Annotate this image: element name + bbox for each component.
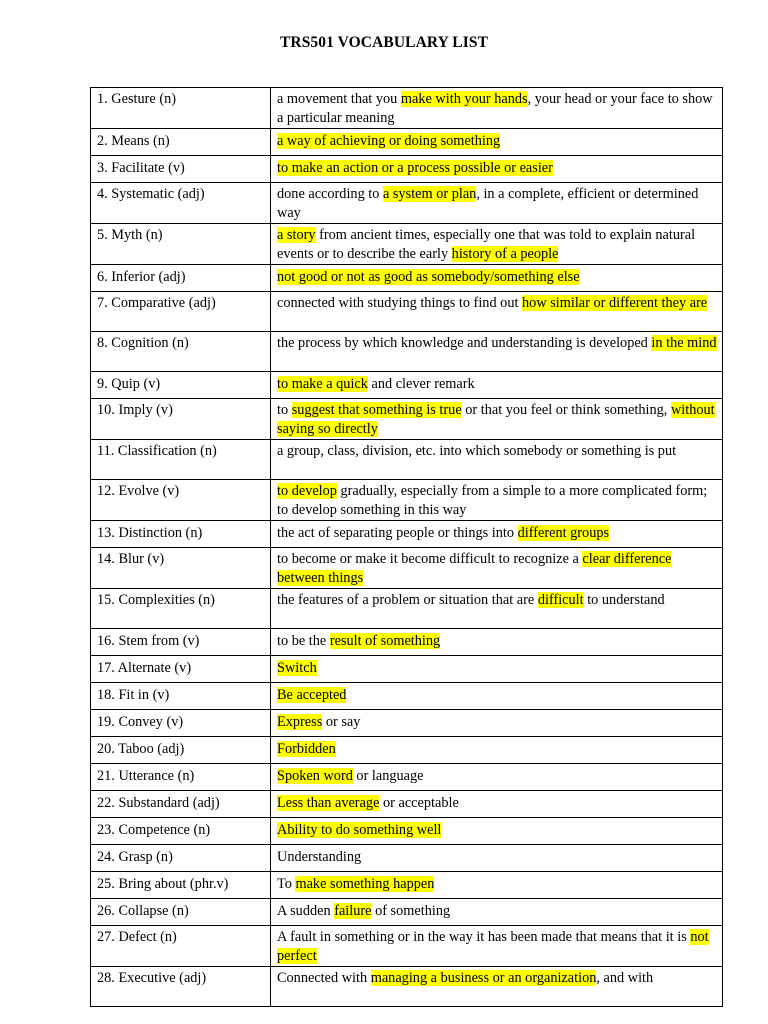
vocab-definition bbox=[271, 372, 723, 399]
definition-text: the act of separating people or things into bbox=[277, 525, 518, 541]
vocab-row bbox=[91, 683, 723, 710]
definition-text: or that you feel or think something, bbox=[461, 402, 671, 418]
definition-text: a movement that you bbox=[277, 91, 401, 107]
vocab-definition bbox=[271, 224, 723, 265]
vocab-row bbox=[91, 791, 723, 818]
vocabulary-table bbox=[90, 87, 723, 1007]
vocab-row bbox=[91, 818, 723, 845]
vocab-definition bbox=[271, 156, 723, 183]
definition-text: a group, class, division, etc. into which somebody or something is put bbox=[277, 443, 677, 459]
vocab-definition bbox=[271, 440, 723, 480]
definition-text: done according to bbox=[277, 186, 383, 202]
definition-text: Connected with bbox=[277, 970, 371, 986]
vocab-row bbox=[91, 440, 723, 480]
highlighted-text: not good or not as good as somebody/something else bbox=[277, 269, 580, 285]
vocab-definition bbox=[271, 183, 723, 224]
vocab-row bbox=[91, 292, 723, 332]
vocab-definition bbox=[271, 737, 723, 764]
vocab-term: 21. Utterance (n) bbox=[91, 764, 271, 791]
definition-text: A fault in something or in the way it has been made that means that it is bbox=[277, 929, 691, 945]
vocab-definition bbox=[271, 292, 723, 332]
vocab-definition bbox=[271, 629, 723, 656]
vocab-definition bbox=[271, 845, 723, 872]
vocab-definition bbox=[271, 129, 723, 156]
vocab-term: 26. Collapse (n) bbox=[91, 899, 271, 926]
vocab-row bbox=[91, 88, 723, 129]
definition-text: the features of a problem or situation that are bbox=[277, 592, 538, 608]
highlighted-text: managing a business or an organization bbox=[370, 970, 597, 986]
vocab-term: 12. Evolve (v) bbox=[91, 480, 271, 521]
vocab-term: 15. Complexities (n) bbox=[91, 589, 271, 629]
vocab-definition bbox=[271, 926, 723, 967]
definition-text: to become or make it become difficult to recognize a bbox=[277, 551, 583, 567]
definition-text: , and with bbox=[596, 970, 654, 986]
highlighted-text: to develop bbox=[277, 483, 337, 499]
vocab-row bbox=[91, 521, 723, 548]
vocab-definition bbox=[271, 872, 723, 899]
highlighted-text: different groups bbox=[517, 525, 610, 541]
vocab-row bbox=[91, 656, 723, 683]
highlighted-text: Ability to do something well bbox=[277, 822, 442, 838]
vocab-term: 11. Classification (n) bbox=[91, 440, 271, 480]
vocab-definition bbox=[271, 265, 723, 292]
vocab-row bbox=[91, 129, 723, 156]
highlighted-text: a system or plan bbox=[383, 186, 477, 202]
highlighted-text: make something happen bbox=[295, 876, 435, 892]
vocab-term: 14. Blur (v) bbox=[91, 548, 271, 589]
vocab-term: 4. Systematic (adj) bbox=[91, 183, 271, 224]
definition-text: gradually, especially from a simple to a more complicated form; to develop something in this way bbox=[277, 483, 708, 518]
vocab-term: 17. Alternate (v) bbox=[91, 656, 271, 683]
vocab-term: 24. Grasp (n) bbox=[91, 845, 271, 872]
vocab-definition bbox=[271, 656, 723, 683]
vocab-row bbox=[91, 589, 723, 629]
vocab-row bbox=[91, 872, 723, 899]
vocab-term: 6. Inferior (adj) bbox=[91, 265, 271, 292]
vocab-definition bbox=[271, 710, 723, 737]
vocab-definition bbox=[271, 683, 723, 710]
definition-text: to be the bbox=[277, 633, 330, 649]
definition-text: the process by which knowledge and understanding is developed bbox=[277, 335, 652, 351]
vocab-row bbox=[91, 899, 723, 926]
highlighted-text: without saying so directly bbox=[277, 402, 715, 437]
vocab-term: 3. Facilitate (v) bbox=[91, 156, 271, 183]
vocab-term: 19. Convey (v) bbox=[91, 710, 271, 737]
vocab-term: 5. Myth (n) bbox=[91, 224, 271, 265]
vocabulary-table-body bbox=[91, 88, 723, 1007]
vocab-term: 7. Comparative (adj) bbox=[91, 292, 271, 332]
vocab-term: 28. Executive (adj) bbox=[91, 967, 271, 1007]
highlighted-text: Be accepted bbox=[277, 687, 347, 703]
highlighted-text: make with your hands bbox=[400, 91, 528, 107]
vocab-term: 22. Substandard (adj) bbox=[91, 791, 271, 818]
vocab-row bbox=[91, 265, 723, 292]
vocab-term: 20. Taboo (adj) bbox=[91, 737, 271, 764]
vocab-row bbox=[91, 183, 723, 224]
vocab-term: 25. Bring about (phr.v) bbox=[91, 872, 271, 899]
vocab-term: 1. Gesture (n) bbox=[91, 88, 271, 129]
vocab-term: 8. Cognition (n) bbox=[91, 332, 271, 372]
definition-text: connected with studying things to find out bbox=[277, 295, 523, 311]
highlighted-text: Express bbox=[277, 714, 323, 730]
vocab-row bbox=[91, 764, 723, 791]
vocab-definition bbox=[271, 480, 723, 521]
vocab-term: 23. Competence (n) bbox=[91, 818, 271, 845]
vocab-row bbox=[91, 629, 723, 656]
highlighted-text: not perfect bbox=[277, 929, 709, 964]
definition-text: , your head or your face to show a particular meaning bbox=[277, 91, 713, 126]
vocab-row bbox=[91, 845, 723, 872]
vocab-row bbox=[91, 224, 723, 265]
vocab-definition bbox=[271, 899, 723, 926]
vocab-definition bbox=[271, 521, 723, 548]
highlighted-text: clear difference between things bbox=[277, 551, 672, 586]
highlighted-text: a way of achieving or doing something bbox=[277, 133, 501, 149]
vocab-term: 2. Means (n) bbox=[91, 129, 271, 156]
highlighted-text: history of a people bbox=[451, 246, 559, 262]
vocab-definition bbox=[271, 88, 723, 129]
vocab-definition bbox=[271, 818, 723, 845]
definition-text: to bbox=[277, 402, 292, 418]
definition-text: , in a complete, efficient or determined way bbox=[277, 186, 699, 221]
definition-text: of something bbox=[371, 903, 451, 919]
highlighted-text: a story bbox=[277, 227, 316, 243]
highlighted-text: result of something bbox=[329, 633, 441, 649]
vocab-row bbox=[91, 156, 723, 183]
vocab-term: 16. Stem from (v) bbox=[91, 629, 271, 656]
vocab-row bbox=[91, 480, 723, 521]
definition-text: from ancient times, especially one that was told to explain natural events or to describe the early bbox=[277, 227, 696, 262]
highlighted-text: to make an action or a process possible or easier bbox=[277, 160, 553, 176]
vocab-definition bbox=[271, 548, 723, 589]
definition-text: or acceptable bbox=[379, 795, 459, 811]
highlighted-text: in the mind bbox=[651, 335, 717, 351]
definition-text: Understanding bbox=[277, 849, 362, 865]
vocab-definition bbox=[271, 791, 723, 818]
highlighted-text: Spoken word bbox=[277, 768, 353, 784]
vocab-row bbox=[91, 372, 723, 399]
highlighted-text: difficult bbox=[537, 592, 584, 608]
highlighted-text: suggest that something is true bbox=[291, 402, 462, 418]
vocab-definition bbox=[271, 967, 723, 1007]
vocab-row bbox=[91, 548, 723, 589]
vocab-term: 27. Defect (n) bbox=[91, 926, 271, 967]
vocab-row bbox=[91, 737, 723, 764]
highlighted-text: Forbidden bbox=[277, 741, 336, 757]
highlighted-text: how similar or different they are bbox=[522, 295, 708, 311]
definition-text: to understand bbox=[583, 592, 665, 608]
highlighted-text: to make a quick bbox=[277, 376, 368, 392]
highlighted-text: Less than average bbox=[277, 795, 380, 811]
definition-text: or language bbox=[352, 768, 424, 784]
highlighted-text: failure bbox=[334, 903, 372, 919]
definition-text: A sudden bbox=[277, 903, 335, 919]
vocab-term: 18. Fit in (v) bbox=[91, 683, 271, 710]
definition-text: and clever remark bbox=[367, 376, 475, 392]
definition-text: To bbox=[277, 876, 296, 892]
vocab-row bbox=[91, 710, 723, 737]
definition-text: or say bbox=[322, 714, 361, 730]
vocab-row bbox=[91, 399, 723, 440]
vocab-row bbox=[91, 332, 723, 372]
vocab-definition bbox=[271, 589, 723, 629]
vocab-term: 10. Imply (v) bbox=[91, 399, 271, 440]
vocab-row bbox=[91, 967, 723, 1007]
vocab-definition bbox=[271, 399, 723, 440]
vocab-term: 9. Quip (v) bbox=[91, 372, 271, 399]
vocab-term: 13. Distinction (n) bbox=[91, 521, 271, 548]
vocab-definition bbox=[271, 764, 723, 791]
document-title: TRS501 VOCABULARY LIST bbox=[279, 34, 489, 51]
vocab-row bbox=[91, 926, 723, 967]
vocab-definition bbox=[271, 332, 723, 372]
highlighted-text: Switch bbox=[277, 660, 317, 676]
